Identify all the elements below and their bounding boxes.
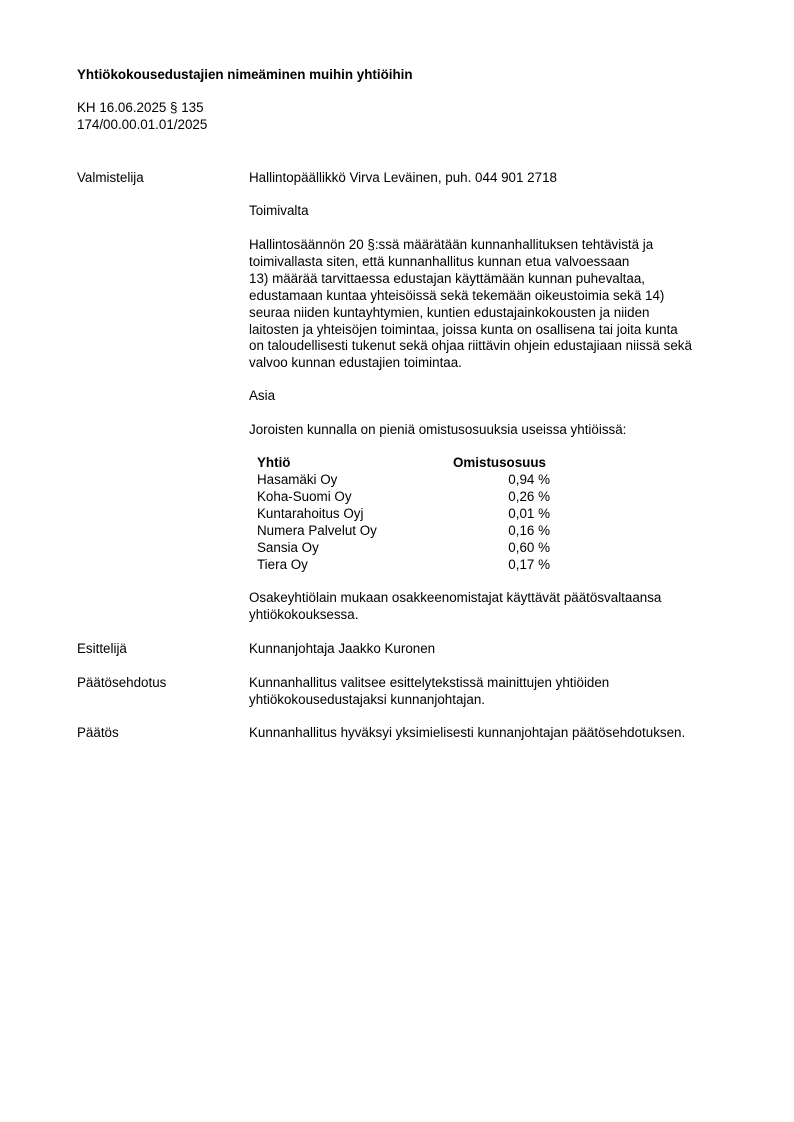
- paatos-label: Päätös: [77, 725, 119, 740]
- closing-line: yhtiökokouksessa.: [249, 606, 359, 622]
- paatos-text: Kunnanhallitus hyväksyi yksimielisesti kunnanjohtajan päätösehdotuksen.: [249, 725, 686, 740]
- document-meta: [77, 100, 207, 134]
- paatosehdotus-block: [249, 675, 749, 709]
- ownership-share: 0,17 %: [508, 557, 550, 572]
- table-row: [257, 472, 557, 489]
- ownership-share: 0,16 %: [508, 523, 550, 538]
- table-row: [257, 540, 557, 557]
- preparer-text: Hallintopäällikkö Virva Leväinen, puh. 044 901 2718: [249, 170, 557, 185]
- paatosehdotus-label: Päätösehdotus: [77, 675, 167, 690]
- closing-paragraph: [249, 590, 749, 624]
- toimivalta-heading: Toimivalta: [249, 203, 309, 218]
- meeting-reference: KH 16.06.2025 § 135: [77, 100, 204, 115]
- esittelija-block: [249, 641, 749, 658]
- toimivalta-line: seuraa niiden kuntayhtymien, kuntien edustajainkokousten ja niiden: [249, 304, 650, 320]
- paatosehdotus-line: Kunnanhallitus valitsee esittelytekstissä mainittujen yhtiöiden: [249, 675, 610, 690]
- toimivalta-line: toimivallasta siten, että kunnanhallitus kunnan etua valvoessaan: [249, 253, 630, 269]
- table-row: [257, 523, 557, 540]
- toimivalta-line: Hallintosäännön 20 §:ssä määrätään kunnanhallituksen tehtävistä ja: [249, 237, 654, 252]
- company-name: Sansia Oy: [257, 540, 319, 555]
- table-header-row: [257, 455, 557, 472]
- valmistelija-label: Valmistelija: [77, 170, 144, 185]
- column-header-company: Yhtiö: [257, 455, 291, 470]
- toimivalta-paragraph: [249, 237, 749, 372]
- record-number: 174/00.00.01.01/2025: [77, 116, 208, 132]
- toimivalta-line: laitosten ja yhteisöjen toimintaa, joissa kunta on osallisena tai joita kunta: [249, 321, 678, 337]
- closing-line: Osakeyhtiölain mukaan osakkeenomistajat käyttävät päätösvaltaansa: [249, 590, 662, 605]
- paatosehdotus-line: yhtiökokousedustajaksi kunnanjohtajan.: [249, 691, 485, 707]
- toimivalta-heading-block: [249, 203, 749, 220]
- toimivalta-line: 13) määrää tarvittaessa edustajan käyttämään kunnan puhevaltaa,: [249, 270, 646, 286]
- toimivalta-line: on taloudellisesti tukenut sekä ohjaa riittävin ohjein edustajiaan niissä sekä: [249, 338, 692, 354]
- table-row: [257, 557, 557, 574]
- asia-heading: Asia: [249, 388, 276, 403]
- toimivalta-line: valvoo kunnan edustajien toimintaa.: [249, 355, 462, 371]
- toimivalta-line: edustamaan kuntaa yhteisöissä sekä tekemään oikeustoimia sekä 14): [249, 287, 665, 303]
- company-name: Numera Palvelut Oy: [257, 523, 377, 538]
- company-name: Koha-Suomi Oy: [257, 489, 352, 504]
- esittelija-text: Kunnanjohtaja Jaakko Kuronen: [249, 641, 436, 656]
- paatos-block: [249, 725, 749, 742]
- company-name: Tiera Oy: [257, 557, 308, 572]
- table-row: [257, 506, 557, 523]
- ownership-share: 0,60 %: [508, 540, 550, 555]
- company-name: Hasamäki Oy: [257, 472, 338, 487]
- column-header-share: Omistusosuus: [452, 455, 546, 470]
- ownership-share: 0,01 %: [508, 506, 550, 521]
- asia-intro: Joroisten kunnalla on pieniä omistusosuuksia useissa yhtiöissä:: [249, 422, 627, 437]
- ownership-share: 0,26 %: [508, 489, 550, 504]
- company-name: Kuntarahoitus Oyj: [257, 506, 364, 521]
- asia-intro-block: [249, 422, 749, 439]
- valmistelija-preparer-block: [249, 170, 749, 187]
- ownership-table: [257, 455, 557, 574]
- table-row: [257, 489, 557, 506]
- document-title: Yhtiökokousedustajien nimeäminen muihin yhtiöihin: [77, 67, 413, 82]
- asia-heading-block: [249, 388, 749, 405]
- esittelija-label: Esittelijä: [77, 641, 127, 656]
- ownership-share: 0,94 %: [508, 472, 550, 487]
